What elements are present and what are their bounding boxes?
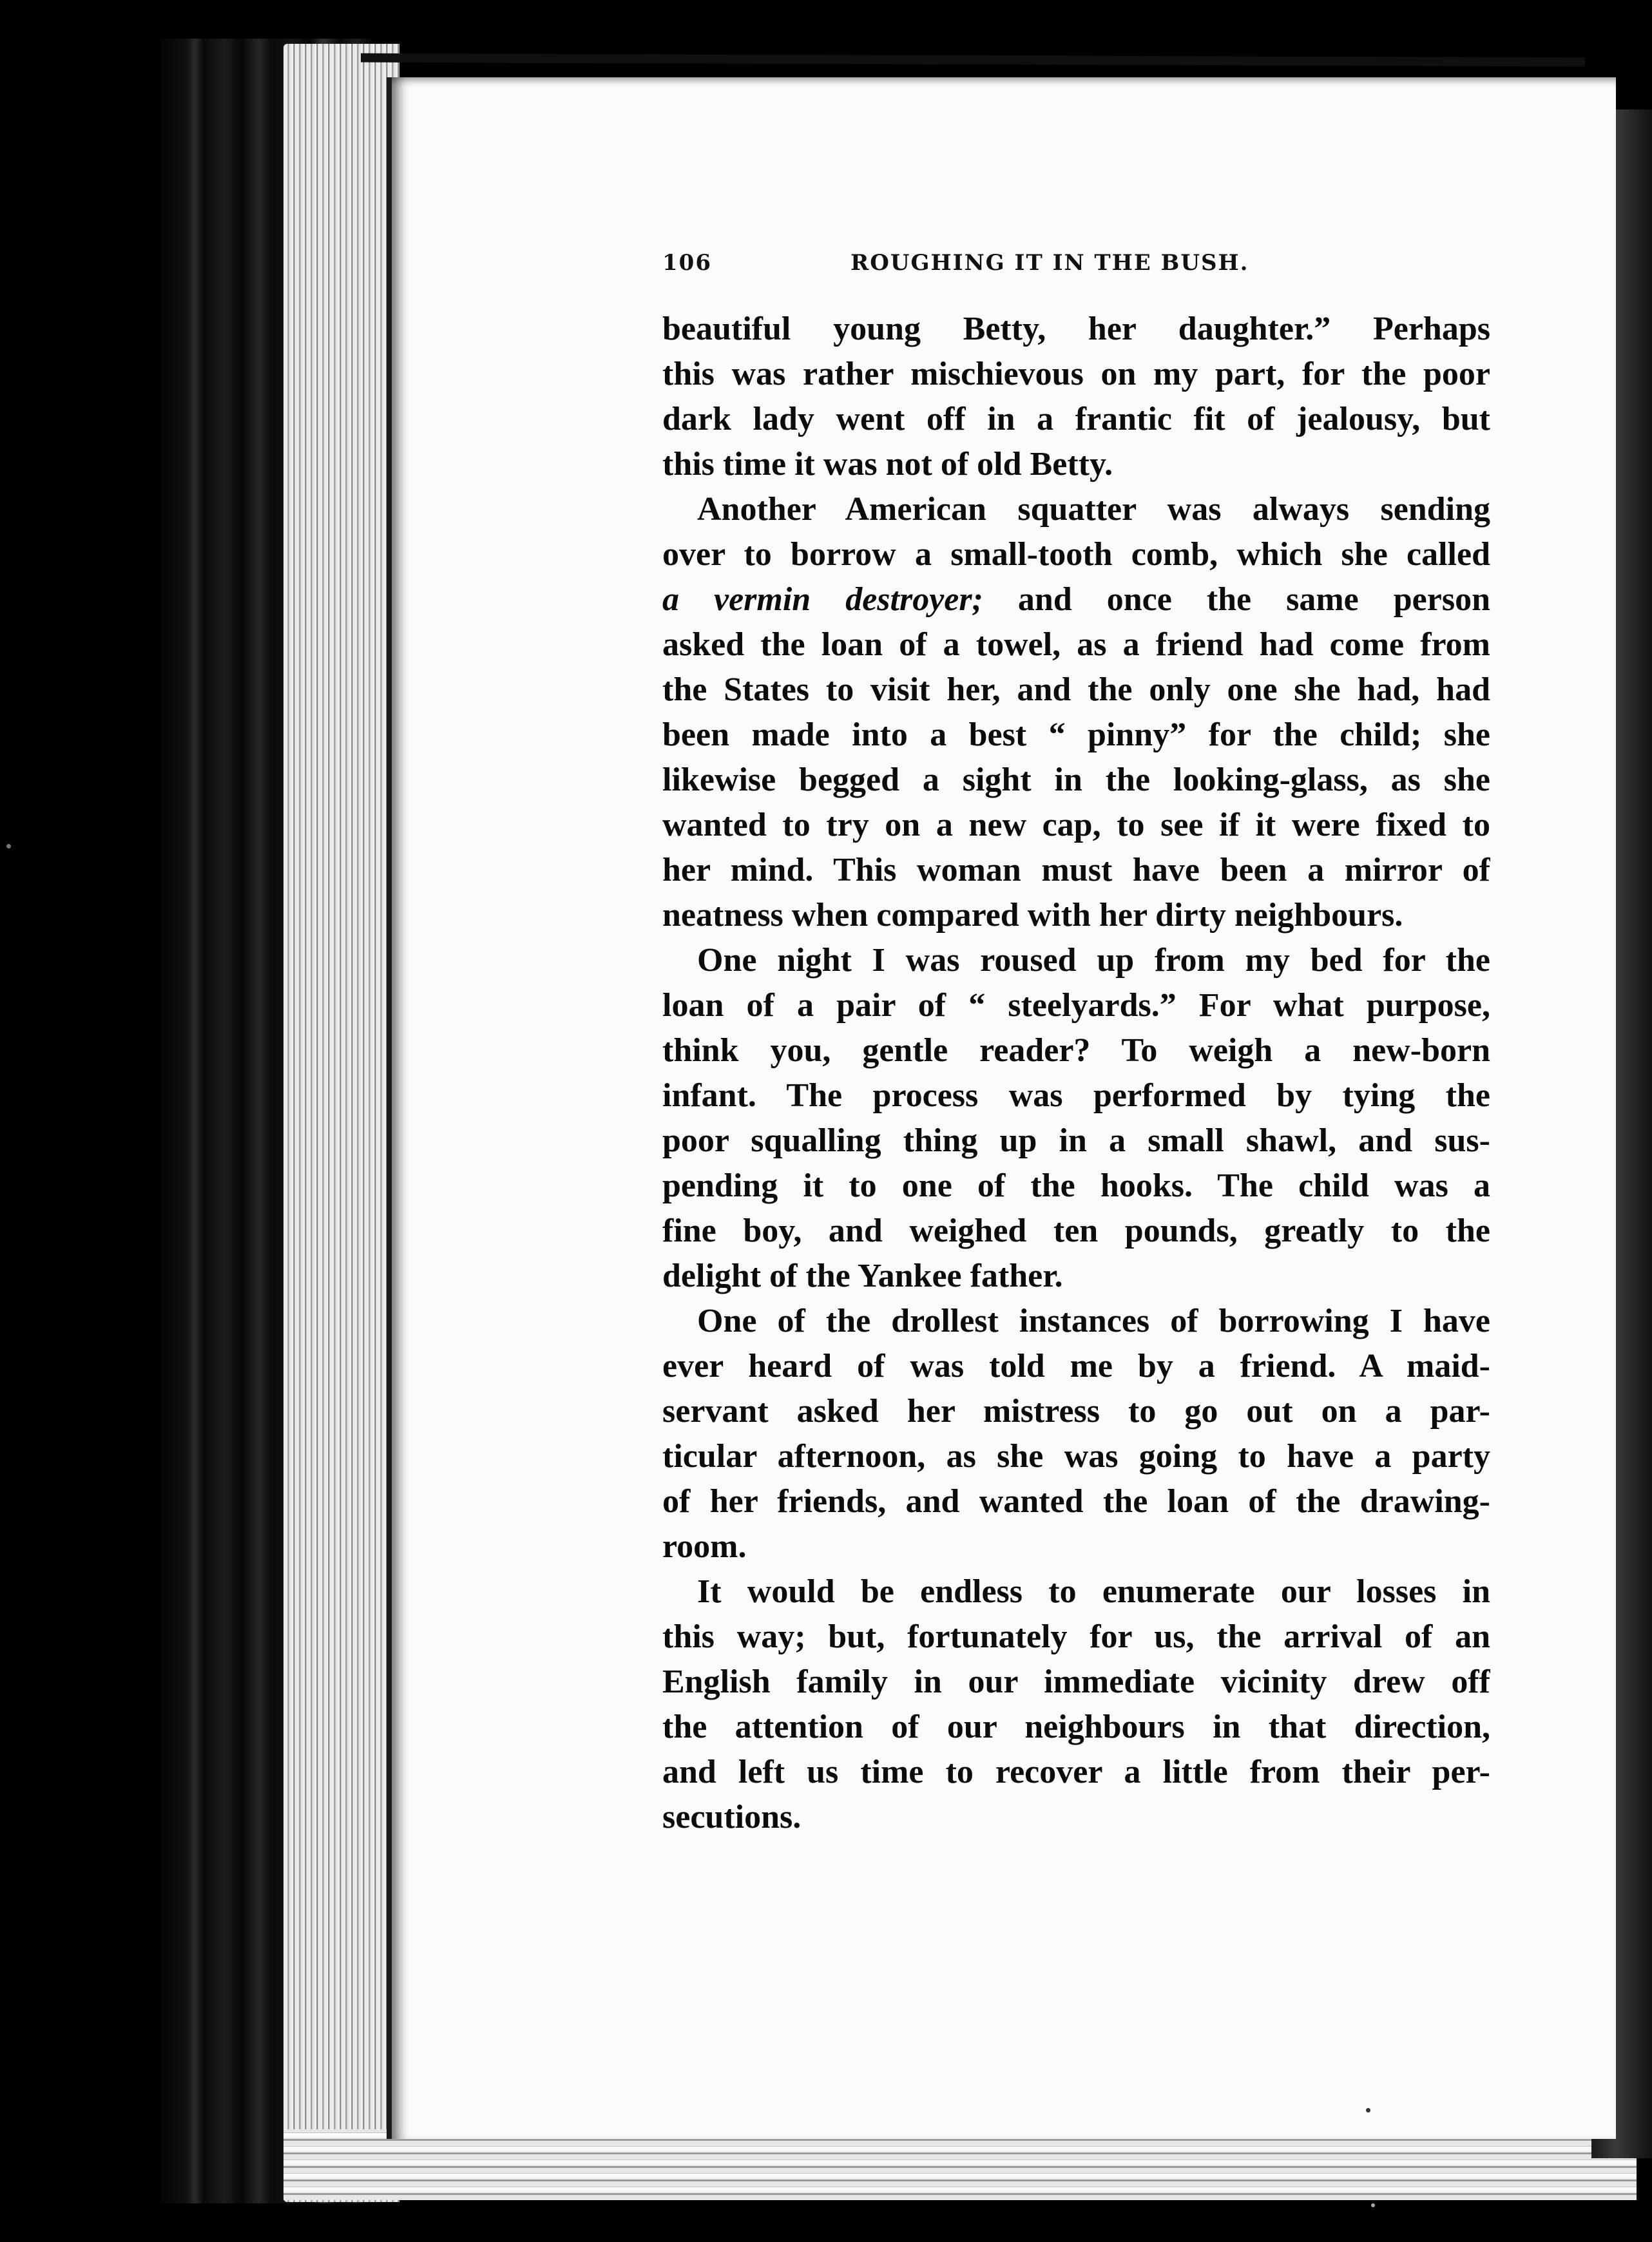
text-line: likewise begged a sight in the looking-glass, as she (662, 762, 1490, 798)
text-line: One night I was roused up from my bed for the (697, 942, 1490, 979)
text-line: wanted to try on a new cap, to see if it were fixed to (662, 807, 1490, 843)
text-line: asked the loan of a towel, as a friend had come from (662, 626, 1490, 663)
text-line: delight of the Yankee father. (662, 1258, 1063, 1294)
text-line: fine boy, and weighed ten pounds, greatly to the (662, 1212, 1490, 1249)
text-line: One of the drollest instances of borrowing I have (697, 1303, 1490, 1339)
text-line: ever heard of was told me by a friend. A maid- (662, 1348, 1490, 1384)
italic-phrase: a vermin destroyer; (662, 581, 983, 618)
running-title: ROUGHING IT IN THE BUSH. (850, 250, 1249, 276)
text-line: It would be endless to enumerate our losses in (697, 1573, 1490, 1610)
running-header (662, 250, 1490, 289)
text-line: think you, gentle reader? To weigh a new-born (662, 1032, 1490, 1069)
text-line: neatness when compared with her dirty neighbours. (662, 897, 1403, 934)
text-line (662, 577, 1490, 622)
text-line: the States to visit her, and the only one she had, had (662, 671, 1490, 708)
text-line: of her friends, and wanted the loan of the drawing- (662, 1483, 1490, 1520)
text-line: this way; but, fortunately for us, the arrival of an (662, 1618, 1490, 1655)
text-line: the attention of our neighbours in that direction, (662, 1709, 1490, 1745)
text-line: over to borrow a small-tooth comb, which she called (662, 536, 1490, 573)
text-line: and left us time to recover a little from their per- (662, 1754, 1490, 1790)
text-line: her mind. This woman must have been a mirror of (662, 852, 1490, 888)
page-top-edge (361, 53, 1585, 67)
text-line: loan of a pair of “ steelyards.” For what purpose, (662, 987, 1490, 1024)
text-line: dark lady went off in a frantic fit of jealousy, but (662, 401, 1490, 437)
scan-speck (1371, 2203, 1375, 2207)
text-line: servant asked her mistress to go out on a par- (662, 1393, 1490, 1430)
text-line: been made into a best “ pinny” for the child; she (662, 716, 1490, 753)
text-line: infant. The process was performed by tying the (662, 1077, 1490, 1114)
scan-speck (6, 844, 11, 848)
text-line: beautiful young Betty, her daughter.” Perhaps (662, 311, 1490, 347)
body-text (662, 307, 1490, 1840)
text-line: English family in our immediate vicinity drew off (662, 1663, 1490, 1700)
text-line: this time it was not of old Betty. (662, 446, 1113, 483)
scan-speck (1366, 2108, 1370, 2113)
text-line: this was rather mischievous on my part, for the poor (662, 356, 1490, 392)
page-edges-bottom (283, 2129, 1637, 2200)
text-line: Another American squatter was always sending (697, 491, 1490, 528)
text-line: ticular afternoon, as she was going to have a party (662, 1438, 1490, 1475)
page-number: 106 (662, 250, 712, 276)
text-line: poor squalling thing up in a small shawl, and sus- (662, 1122, 1490, 1159)
page-edges-left (283, 44, 399, 2202)
text-line: pending it to one of the hooks. The child was a (662, 1167, 1490, 1204)
text-fragment: and once the same person (983, 581, 1490, 618)
text-line: secutions. (662, 1799, 802, 1835)
text-line: room. (662, 1528, 747, 1565)
